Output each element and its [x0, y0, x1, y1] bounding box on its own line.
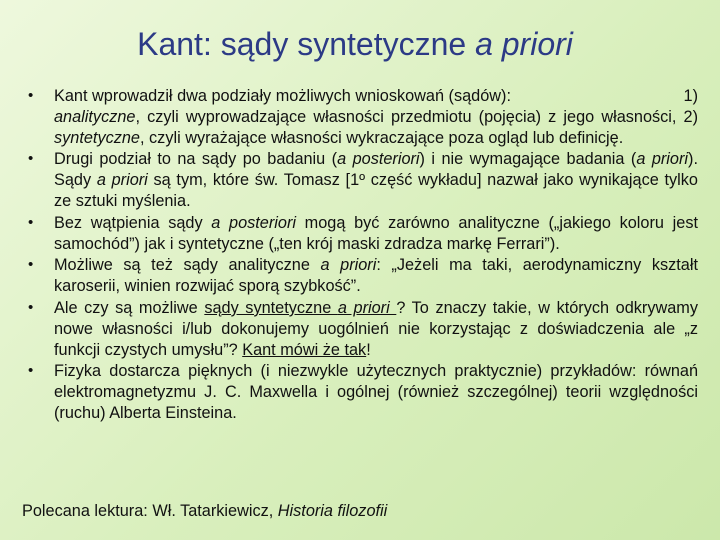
bullet-icon: •: [28, 298, 34, 316]
bullet-item-1: • Kant wprowadził dwa podziały możliwych wnioskowań (sądów): 1) analityczne, czyli wyprowadzające własności przedmiotu (pojęcia) z jego własności, 2) syntetyczne, czyli wyrażające własności wykraczające poza ogląd lub definicję.: [28, 87, 698, 147]
kant-says-yes: Kant mówi że tak: [242, 340, 367, 359]
bullet-item-5: • Ale czy są możliwe sądy syntetyczne a priori ? To znaczy takie, w których odkrywamy nowe własności i/lub dokonujemy uogólnień nie korzystając z doświadczenia ale „z funkcji czystych umysłu”? Kant mówi że tak!: [28, 298, 698, 359]
bullet-item-4: • Możliwe są też sądy analityczne a priori: „Jeżeli ma taki, aerodynamiczny kształt karoserii, winien rozwijać sporą szybkość”.: [28, 256, 698, 296]
bullet-1-lead: Kant wprowadził dwa podziały możliwych wnioskowań (sądów): 1): [54, 87, 698, 105]
book-title: Historia filozofii: [277, 502, 388, 520]
title-italic: a priori: [475, 26, 573, 62]
bullet-list: [28, 86, 698, 425]
title-main: Kant: sądy syntetyczne: [137, 26, 476, 62]
bullet-icon: •: [28, 213, 34, 231]
bullet-icon: •: [28, 362, 34, 380]
bullet-icon: •: [28, 256, 34, 274]
bullet-item-2: • Drugi podział to na sądy po badaniu (a posteriori) i nie wymagające badania (a priori). Sądy a priori są tym, które św. Tomasz [1º część wykładu] nazwał jako wynikające tylko ze sztuki myślenia.: [28, 150, 698, 210]
slide-title: [0, 26, 710, 63]
bullet-icon: •: [28, 87, 34, 104]
bullet-item-3: • Bez wątpienia sądy a posteriori mogą być zarówno analityczne („jakiego koloru jest samochód”) jak i syntetyczne („ten krój maski zdradza markę Ferrari”).: [28, 213, 698, 253]
bullet-item-6: • Fizyka dostarcza pięknych (i niezwykle użytecznych praktycznie) przykładów: równań elektromagnetyzmu J. C. Maxwella i ogólnej (również szczególnej) teorii względności (ruchu) Alberta Einsteina.: [28, 362, 698, 422]
recommended-reading: Polecana lektura: Wł. Tatarkiewicz, Historia filozofii: [22, 502, 388, 520]
bullet-icon: •: [28, 150, 34, 168]
underlined-phrase-italic: a priori: [337, 298, 397, 317]
underlined-phrase: sądy syntetyczne: [204, 298, 338, 317]
